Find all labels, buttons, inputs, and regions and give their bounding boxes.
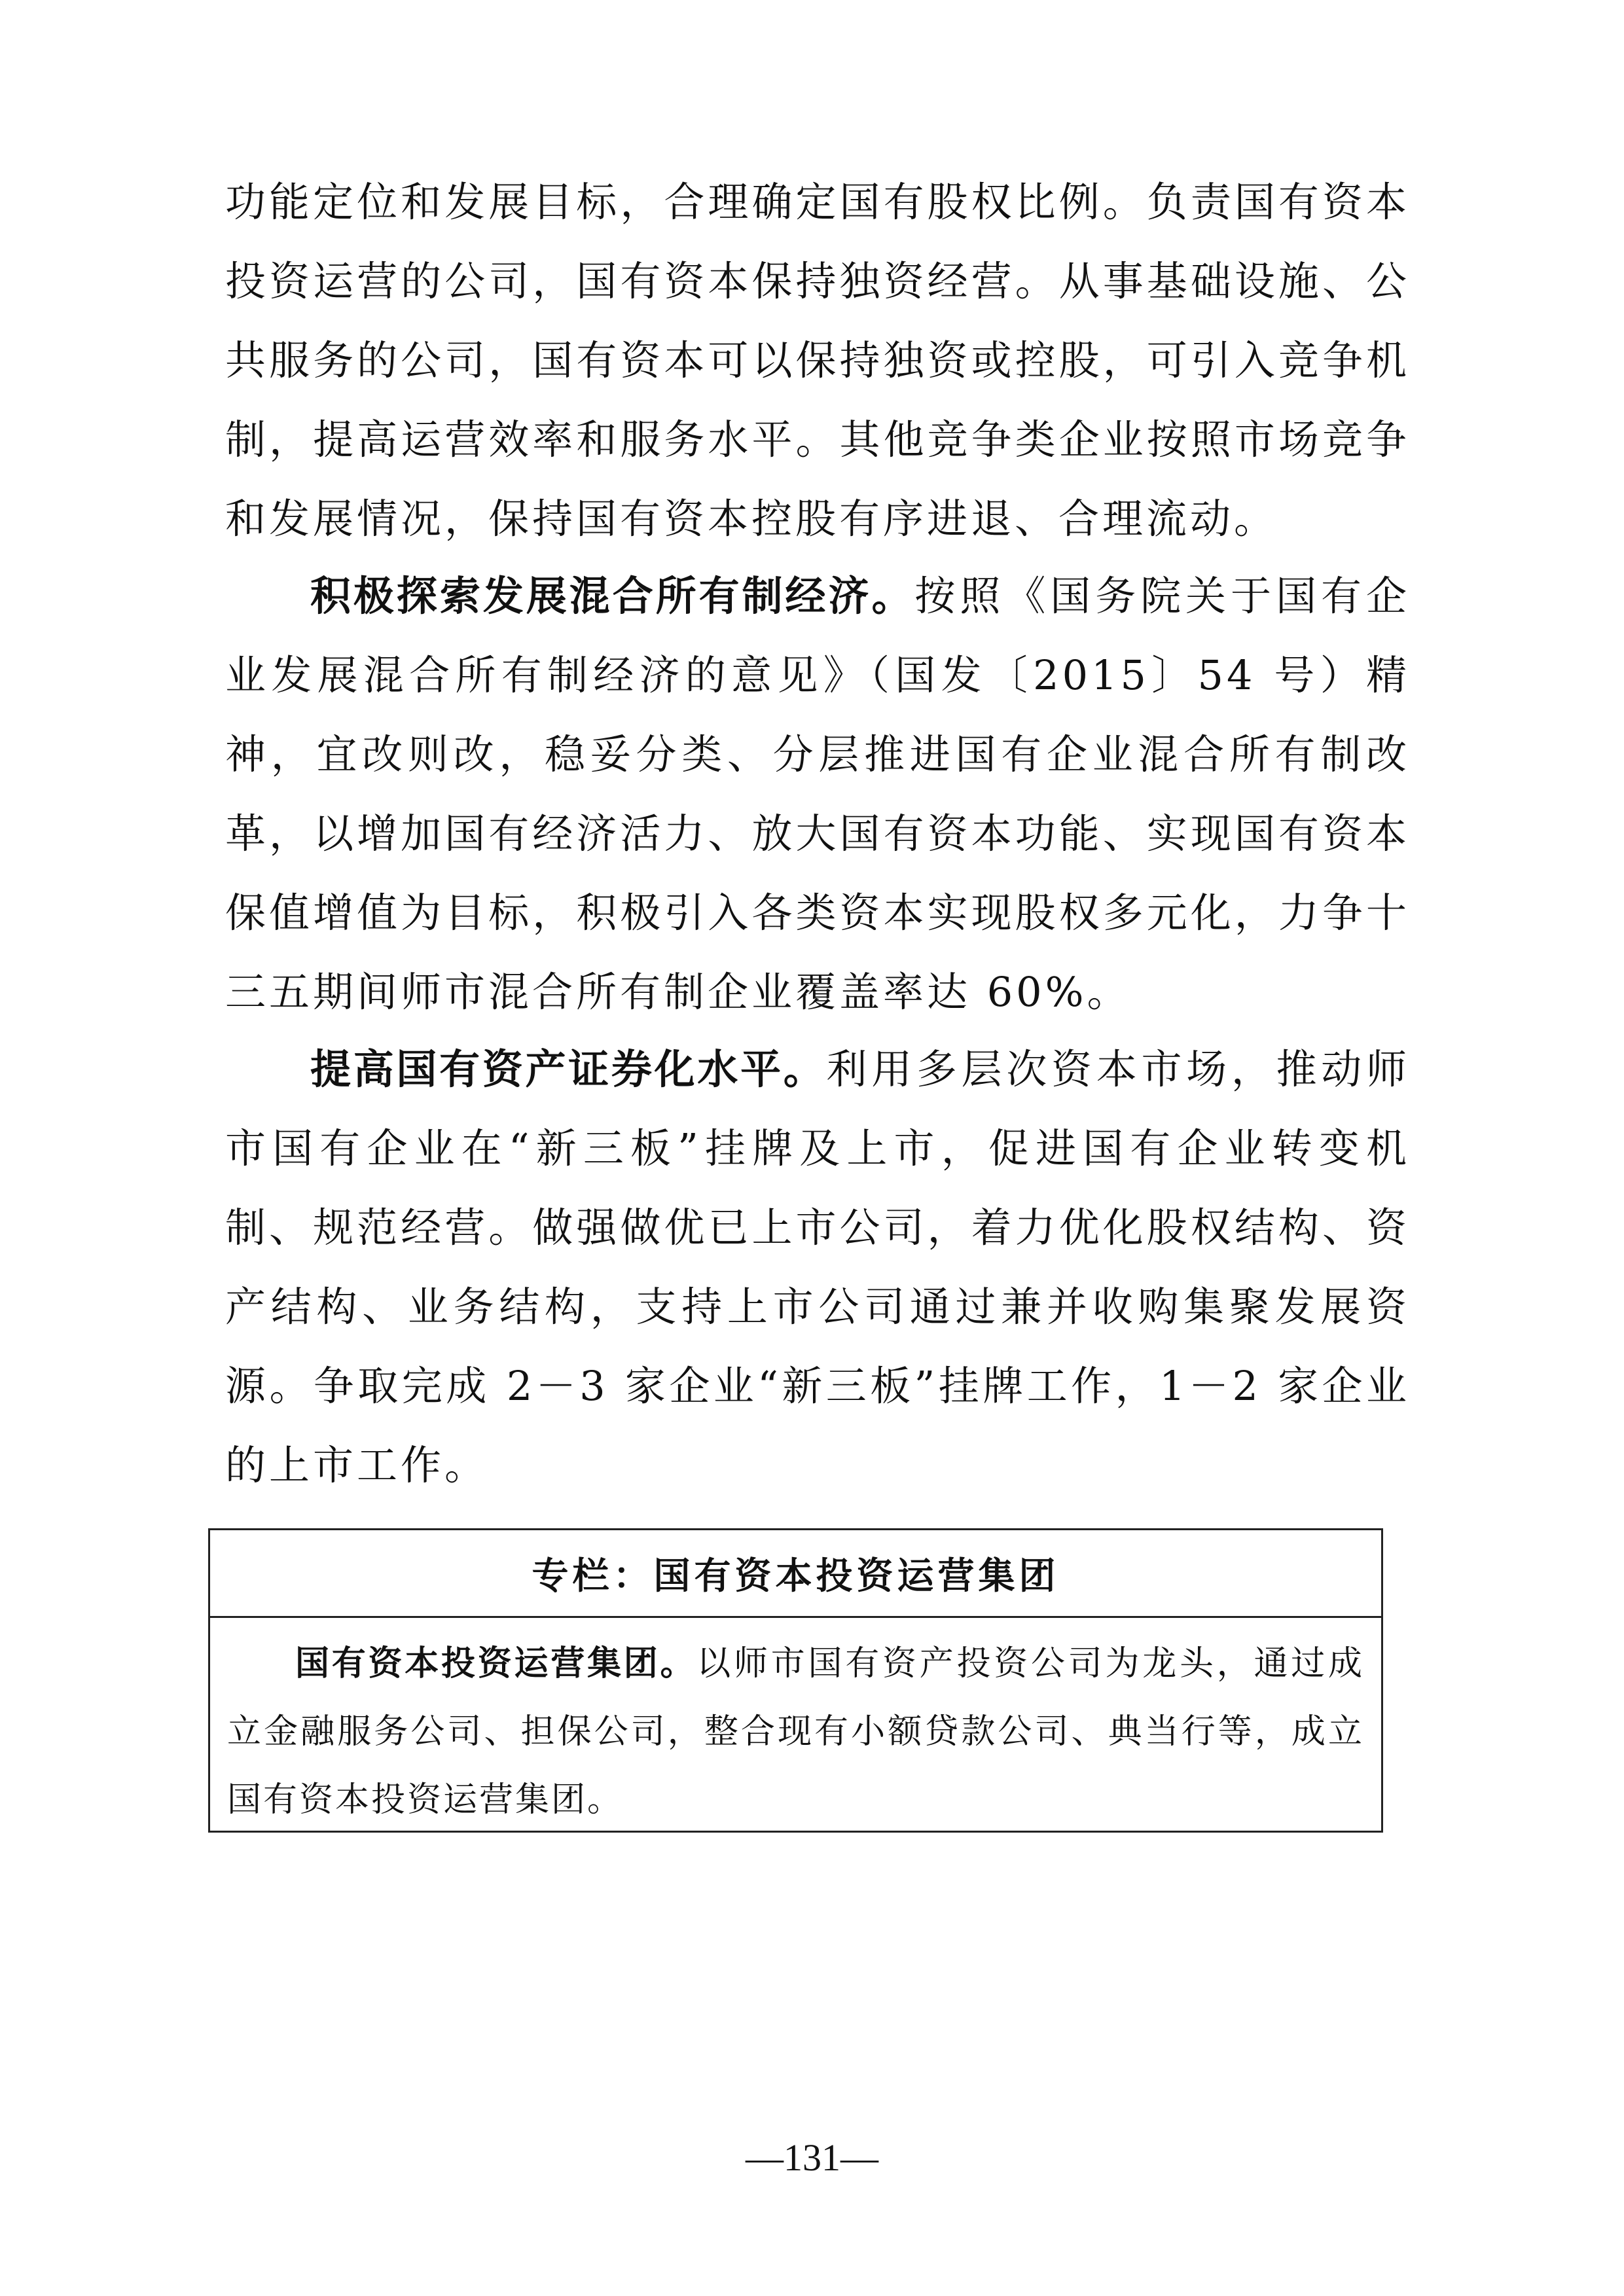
- paragraph-lead-heading: 积极探索发展混合所有制经济。: [310, 572, 915, 620]
- column-box-paragraph: [227, 1630, 1364, 1834]
- page-number: —131—: [746, 2136, 878, 2179]
- paragraph-content: [225, 1030, 1410, 1505]
- column-box-body: [210, 1618, 1381, 1834]
- body-paragraph-1: [225, 162, 1410, 558]
- column-box-text: 以师市国有资产投资公司为龙头，通过成立金融服务公司、担保公司，整合现有小额贷款公司、典当行等，成立国有资本投资运营集团。: [227, 1644, 1364, 1820]
- column-box: [208, 1528, 1383, 1833]
- paragraph-lead-heading: 提高国有资产证券化水平。: [310, 1045, 827, 1093]
- paragraph-text: 功能定位和发展目标，合理确定国有股权比例。负责国有资本投资运营的公司，国有资本保持独资经营。从事基础设施、公共服务的公司，国有资本可以保持独资或控股，可引入竞争机制，提高运营效率和服务水平。其他竞争类企业按照市场竞争和发展情况，保持国有资本控股有序进退、合理流动。: [225, 178, 1410, 543]
- paragraph-content: [225, 556, 1410, 1031]
- paragraph-text: 利用多层次资本市场，推动师市国有企业在“新三板”挂牌及上市，促进国有企业转变机制、规范经营。做强做优已上市公司，着力优化股权结构、资产结构、业务结构，支持上市公司通过兼并收购集聚发展资源。争取完成 2－3 家企业“新三板”挂牌工作，1－2 家企业的上市工作。: [225, 1045, 1410, 1489]
- paragraph-text: 按照《国务院关于国有企业发展混合所有制经济的意见》（国发〔2015〕54 号）精神，宜改则改，稳妥分类、分层推进国有企业混合所有制改革，以增加国有经济活力、放大国有资本功能、实现国有资本保值增值为目标，积极引入各类资本实现股权多元化，力争十三五期间师市混合所有制企业覆盖率达 60%。: [225, 572, 1410, 1016]
- column-box-lead-heading: 国有资本投资运营集团。: [295, 1643, 697, 1683]
- body-paragraph-3: [225, 1030, 1410, 1505]
- body-paragraph-2: [225, 556, 1410, 1031]
- column-box-title: 专栏：国有资本投资运营集团: [210, 1530, 1381, 1618]
